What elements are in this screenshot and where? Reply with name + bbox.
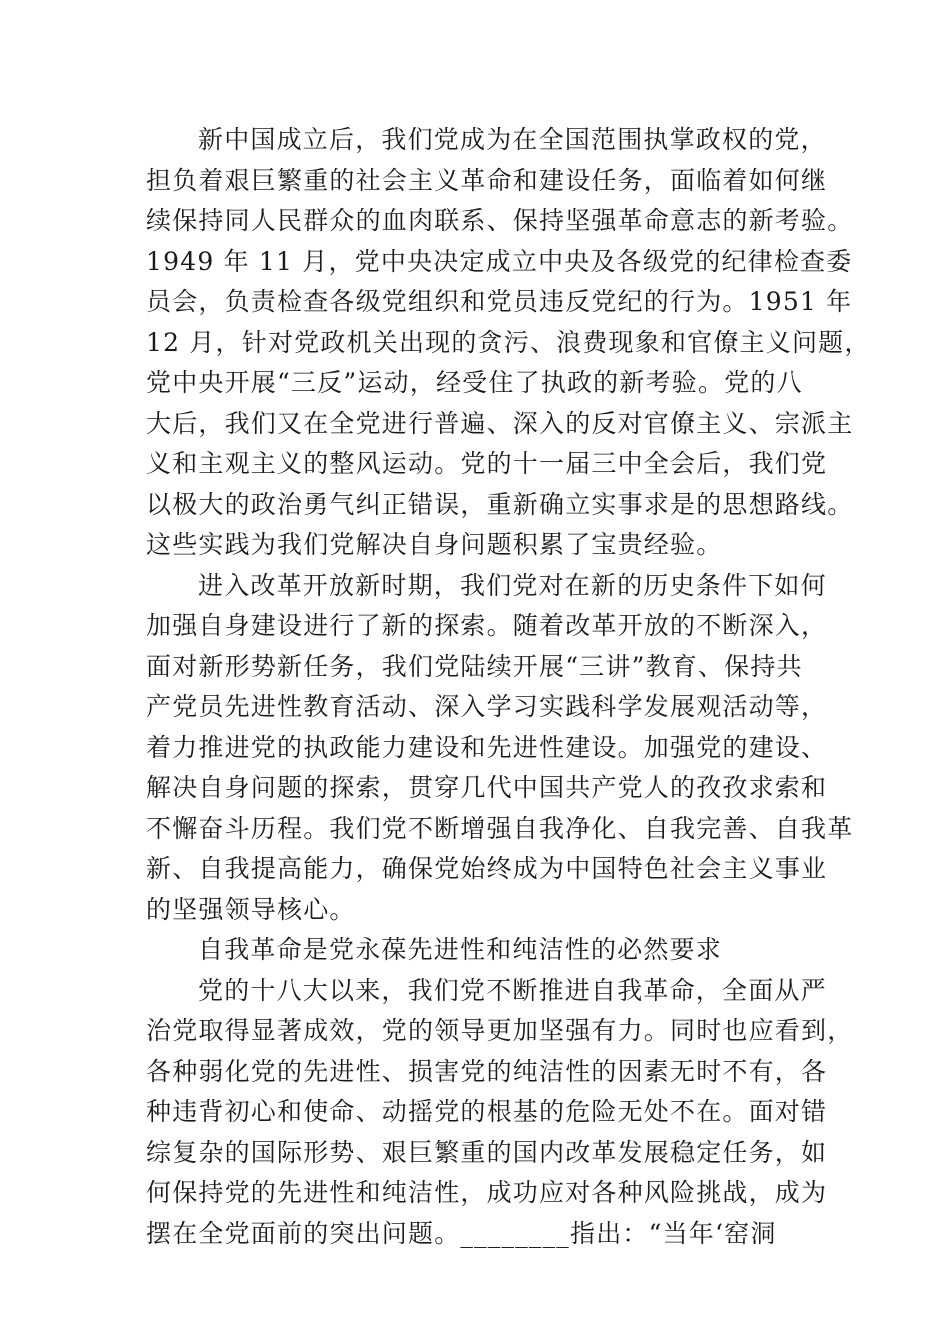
paragraph-2-line-9: 的坚强领导核心。 <box>146 894 356 924</box>
paragraph-2-line-7: 不懈奋斗历程。我们党不断增强自我净化、自我完善、自我革 <box>146 813 854 843</box>
paragraph-1-line-1: 新中国成立后，我们党成为在全国范围执掌政权的党， <box>198 125 827 154</box>
paragraph-3-line-2: 治党取得显著成效，党的领导更加坚强有力。同时也应看到， <box>146 1016 854 1045</box>
section-heading: 自我革命是党永葆先进性和纯洁性的必然要求 <box>198 935 723 964</box>
paragraph-1-line-2: 担负着艰巨繁重的社会主义革命和建设任务，面临着如何继 <box>146 165 828 195</box>
paragraph-2-line-4: 产党员先进性教育活动、深入学习实践科学发展观活动等， <box>146 692 828 721</box>
paragraph-3-line-6: 何保持党的先进性和纯洁性，成功应对各种风险挑战，成为 <box>146 1178 828 1207</box>
paragraph-2-line-3: 面对新形势新任务，我们党陆续开展“三讲”教育、保持共 <box>146 651 803 681</box>
paragraph-1-line-11: 这些实践为我们党解决自身问题积累了宝贵经验。 <box>146 530 723 559</box>
paragraph-1-line-10: 以极大的政治勇气纠正错误，重新确立实事求是的思想路线。 <box>146 489 854 519</box>
paragraph-1-line-4: 1949 年 11 月，党中央决定成立中央及各级党的纪律检查委 <box>146 246 853 276</box>
body-text <box>146 120 871 1254</box>
paragraph-1-line-9: 义和主观主义的整风运动。党的十一届三中全会后，我们党 <box>146 449 828 478</box>
paragraph-3-line-1: 党的十八大以来，我们党不断推进自我革命，全面从严 <box>198 975 827 1005</box>
paragraph-1-line-3: 续保持同人民群众的血肉联系、保持坚强革命意志的新考验。 <box>146 206 854 235</box>
paragraph-3-line-4: 种违背初心和使命、动摇党的根基的危险无处不在。面对错 <box>146 1097 828 1126</box>
paragraph-2-line-6: 解决自身问题的探索，贯穿几代中国共产党人的孜孜求索和 <box>146 773 828 802</box>
paragraph-2-line-2: 加强自身建设进行了新的探索。随着改革开放的不断深入， <box>146 611 828 640</box>
paragraph-3-line-5: 综复杂的国际形势、艰巨繁重的国内改革发展稳定任务，如 <box>146 1137 828 1167</box>
paragraph-2-line-8: 新、自我提高能力，确保党始终成为中国特色社会主义事业 <box>146 854 828 883</box>
paragraph-1-line-7: 党中央开展“三反”运动，经受住了执政的新考验。党的八 <box>146 368 803 397</box>
paragraph-3-line-7: 摆在全党面前的突出问题。________指出：“当年‘窑洞 <box>146 1218 777 1248</box>
paragraph-2-line-1: 进入改革开放新时期，我们党对在新的历史条件下如何 <box>198 570 827 600</box>
paragraph-3-line-3: 各种弱化党的先进性、损害党的纯洁性的因素无时不有，各 <box>146 1056 828 1086</box>
paragraph-2-line-5: 着力推进党的执政能力建设和先进性建设。加强党的建设、 <box>146 732 828 762</box>
paragraph-1-line-6: 12 月，针对党政机关出现的贪污、浪费现象和官僚主义问题， <box>146 327 871 357</box>
paragraph-1-line-8: 大后，我们又在全党进行普遍、深入的反对官僚主义、宗派主 <box>146 408 854 438</box>
paragraph-1-line-5: 员会，负责检查各级党组织和党员违反党纪的行为。1951 年 <box>146 287 853 316</box>
